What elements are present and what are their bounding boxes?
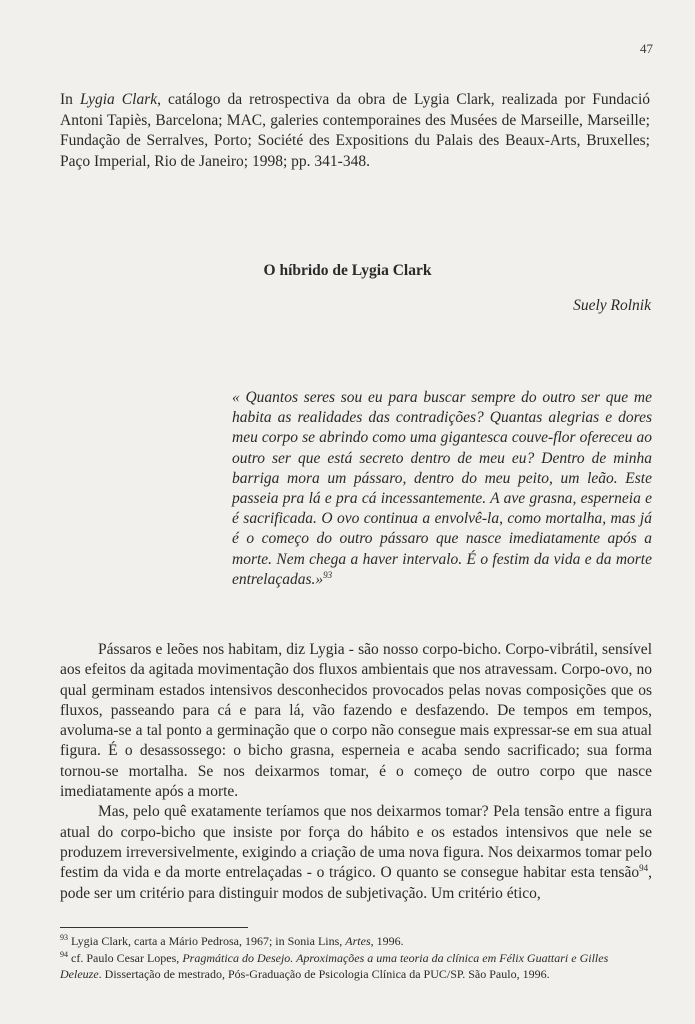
- footnote-94: [60, 950, 652, 983]
- footnote-divider: [60, 927, 248, 928]
- body-paragraph-2: [60, 802, 652, 903]
- article-author: Suely Rolnik: [573, 297, 651, 314]
- footnote-number: 93: [60, 933, 68, 942]
- body-paragraph-1: Pássaros e leões nos habitam, diz Lygia - são nosso corpo-bicho. Corpo-vibrátil, sensível aos efeitos da agitada movimentação dos fluxos ambientais que nos atravessam. Corpo-ovo, no qual germinam estados intensivos desconhecidos provocados pelas novas composições que os fluxos, passeando para cá e para lá, vão fazendo e desfazendo. De tempos em tempos, avoluma-se a tal ponto a germinação que o corpo não consegue mais expressar-se em sua atual figura. É o desassossego: o bicho grasna, esperneia e acaba sendo sacrificado; sua forma tornou-se mortalha. Se nos deixarmos tomar, é o começo de outro corpo que nasce imediatamente após a morte.: [60, 641, 652, 801]
- epigraph: [232, 388, 652, 590]
- intro-prefix: In: [60, 91, 80, 108]
- intro-text: , catálogo da retrospectiva da obra de Lygia Clark, realizada por Fundació Antoni Tapiès, Barcelona; MAC, galeries contemporaines des Musées de Marseille, Marseille; Fundação de Serralves, Porto; Société des Expositions du Palais des Beaux-Arts, Bruxelles; Paço Imperial, Rio de Janeiro; 1998; pp. 341-348.: [60, 91, 650, 170]
- page-number: 47: [640, 41, 653, 56]
- body-paragraph-2-text-a: Mas, pelo quê exatamente teríamos que nos deixarmos tomar? Pela tensão entre a figura atual do corpo-bicho que insiste por força do hábito e os estados intensivos que nele se produzem irreversivelmente, exigindo a criação de uma nova figura. Nos deixarmos tomar pelo festim da vida e da morte entrelaçadas - o trágico. O quanto se consegue habitar esta tensão: [60, 803, 652, 882]
- intro-paragraph: [60, 90, 650, 172]
- epigraph-footnote-ref: 93: [323, 569, 333, 580]
- footnotes: [60, 933, 652, 983]
- body-footnote-ref-94: 94: [639, 863, 649, 874]
- body-paragraph-2-text-b: , pode ser um critério para distinguir modos de subjetivação. Um critério ético,: [60, 864, 652, 902]
- footnote-italic: Artes: [345, 934, 371, 948]
- footnote-93: [60, 933, 652, 950]
- epigraph-text: « Quantos seres sou eu para buscar sempre do outro ser que me habita as realidades das contradições? Quantas alegrias e dores meu corpo se abrindo como uma gigantesca couve-flor ofereceu ao outro ser que está secreto dentro de meu eu? Dentro de minha barriga mora um pássaro, dentro do meu peito, um leão. Este passeia pra lá e pra cá incessantemente. A ave grasna, esperneia e é sacrificada. O ovo continua a envolvê-la, como mortalha, mas já é o começo do outro pássaro que nasce imediatamente após a morte. Nem chega a haver intervalo. É o festim da vida e da morte entrelaçadas.»: [232, 389, 652, 588]
- footnote-text-end: , 1996.: [370, 934, 404, 948]
- footnote-number: 94: [60, 949, 68, 959]
- intro-catalog-title: Lygia Clark: [79, 91, 158, 108]
- footnote-text-end: . Dissertação de mestrado, Pós-Graduação de Psicologia Clínica da PUC/SP. São Paulo, 1996.: [98, 967, 550, 981]
- footnote-text: Lygia Clark, carta a Mário Pedrosa, 1967; in Sonia Lins,: [68, 934, 346, 948]
- footnote-text: cf. Paulo Cesar Lopes,: [68, 950, 183, 965]
- article-title: O híbrido de Lygia Clark: [263, 262, 432, 279]
- article-body: [60, 640, 652, 904]
- footnote-italic: Pragmática do Desejo. Aproximações a uma teoria da clínica em Félix Guattari e Gilles Deleuze: [60, 950, 609, 981]
